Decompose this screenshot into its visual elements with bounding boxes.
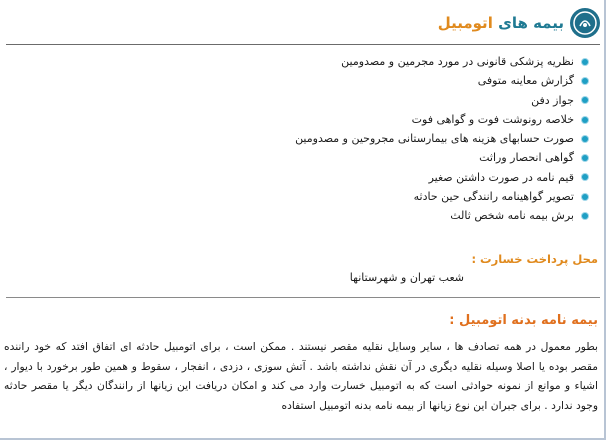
list-item: [28, 110, 588, 129]
list-item-text: برش بیمه نامه شخص ثالث: [450, 209, 574, 223]
list-item: [28, 148, 588, 167]
list-item-text: صورت حسابهای هزینه های بیمارستانی مجروحین و مصدومین: [295, 132, 574, 146]
list-item-text: قیم نامه در صورت داشتن صغیر: [428, 170, 574, 184]
title-divider: [6, 44, 600, 45]
list-item-text: گواهی انحصار وراثت: [479, 151, 574, 165]
list-item-text: گزارش معاینه متوفی: [477, 74, 574, 88]
bullet-icon: [582, 97, 588, 103]
list-item: [28, 91, 588, 110]
required-documents-list: [28, 52, 588, 226]
list-item: [28, 206, 588, 225]
insurance-logo-icon: [570, 8, 600, 38]
body-insurance-title: بیمه نامه بدنه اتومبیل :: [449, 313, 598, 328]
list-item: [28, 71, 588, 90]
page-title-main: بیمه های: [498, 14, 564, 32]
bullet-icon: [582, 174, 588, 180]
bullet-icon: [582, 78, 588, 84]
list-item: [28, 52, 588, 71]
bullet-icon: [582, 136, 588, 142]
list-item-text: نظریه پزشکی قانونی در مورد مجرمین و مصدومین: [341, 55, 574, 68]
list-item: [28, 187, 588, 206]
section-divider: [6, 297, 600, 298]
payment-location-heading: محل پرداخت خسارت :: [471, 252, 598, 266]
bullet-icon: [582, 194, 588, 200]
page-title-accent: اتومبیل: [437, 14, 493, 32]
bullet-icon: [582, 213, 588, 219]
list-item-text: تصویر گواهینامه رانندگی حین حادثه: [413, 190, 574, 204]
bullet-icon: [582, 117, 588, 123]
list-item-text: خلاصه رونوشت فوت و گواهی فوت: [411, 112, 574, 126]
page-title: [438, 14, 564, 32]
list-item: [28, 129, 588, 148]
payment-location-text: شعب تهران و شهرستانها: [349, 271, 464, 284]
bullet-icon: [582, 155, 588, 161]
list-item-text: جواز دفن: [531, 93, 574, 107]
body-insurance-paragraph: بطور معمول در همه تصادف ها ، سایر وسایل نقلیه مقصر نیستند . ممکن است ، برای اتومبیل حادثه ای اتفاق افتد که خود راننده مقصر بوده یا اصلا وسیله نقلیه دیگری در آن نقش نداشته باشد . آتش سوزی ، دزدی ، انفجار ، سقوط و همین طور برخورد با دیوار ، اشیاء و موانع از نمونه حوادثی است که به اتومبیل خسارت وارد می کند و امکان دریافت این زیانها از رانندگان دیگر یا مقصر حادثه وجود ندارد . برای جبران این نوع زیانها از بیمه نامه بدنه اتومبیل استفاده: [4, 340, 598, 412]
list-item: [28, 168, 588, 187]
page-header: [438, 6, 600, 40]
bullet-icon: [582, 59, 588, 65]
